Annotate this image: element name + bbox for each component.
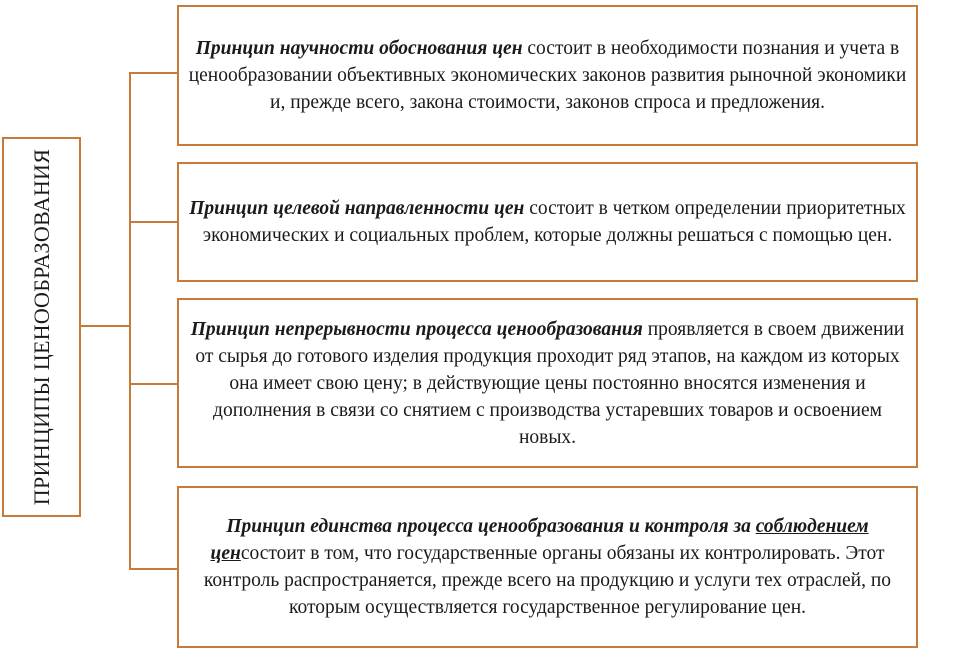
principle-text-4 (185, 513, 910, 621)
principle-text-3 (185, 316, 910, 451)
principle-title-3: Принцип непрерывности процесса ценообразования (190, 318, 643, 340)
principle-body-4: состоит в том, что государственные органы обязаны их контролировать. Этот контроль распространяется, прежде всего на продукцию и услуги тех отраслей, по которым осуществляется государственное регулирование цен. (203, 543, 892, 618)
principle-body-1: состоит в необходимости познания и учета в ценообразовании объективных экономических законов развития рыночной экономики и, прежде всего, закона стоимости, законов спроса и предложения. (188, 38, 907, 113)
branch-line-1 (129, 72, 177, 74)
principle-title-2: Принцип целевой направленности цен (189, 198, 525, 219)
principle-body-3: проявляется в своем движении от сырья до готового изделия продукция проходит ряд этапов, на каждом из которых она имеет свою цену; в действующие цены постоянно вносятся изменения и дополнения в связи со снятием с производства устаревших товаров и освоением новых. (195, 318, 905, 448)
principle-node-3 (177, 298, 918, 468)
branch-line-3 (129, 383, 177, 385)
trunk-line (129, 73, 131, 570)
root-node (2, 137, 81, 517)
principle-title-4-underlined: соблюдением цен (210, 516, 869, 564)
principle-title-4: Принцип единства процесса ценообразования и контроля за (226, 516, 756, 537)
principle-node-2 (177, 162, 918, 282)
branch-line-2 (129, 221, 177, 223)
principle-node-4 (177, 486, 918, 648)
principle-node-1 (177, 5, 918, 146)
root-label: ПРИНЦИПЫ ЦЕНООБРАЗОВАНИЯ (28, 148, 54, 506)
branch-line-4 (129, 568, 177, 570)
principle-title-1: Принцип научности обоснования цен (195, 38, 523, 59)
principle-text-1 (185, 35, 910, 116)
principle-body-2: состоит в четком определении приоритетных экономических и социальных проблем, которые должны решаться с помощью цен. (202, 198, 906, 246)
principle-text-2 (185, 195, 910, 249)
root-connector (81, 325, 131, 327)
